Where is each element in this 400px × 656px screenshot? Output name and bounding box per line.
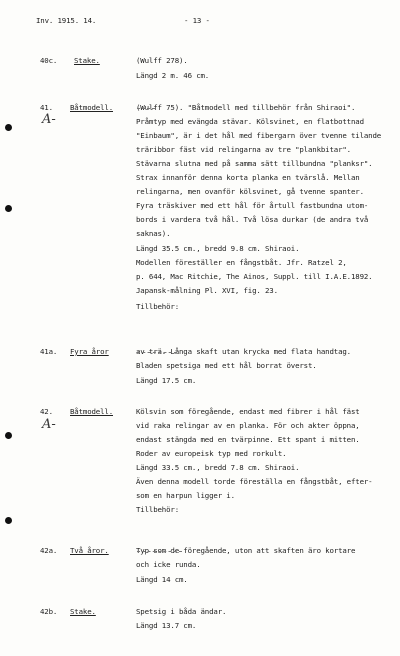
entry-line: Kölsvin som föregående, endast med fibrer i hål fäst: [136, 407, 360, 416]
entry-line: Längd 2 m. 46 cm.: [136, 71, 210, 80]
binder-hole-icon: [5, 517, 12, 524]
entry-line: saknas).: [136, 229, 171, 238]
binder-hole-icon: [5, 432, 12, 439]
entry-number: 42b.: [40, 607, 58, 616]
strike-mark: [137, 108, 155, 109]
entry-line: "Einbaum", är i det hål med fibergarn över tvenne tilande: [136, 131, 382, 140]
entry-line: Tillbehör:: [136, 302, 179, 311]
binder-hole-icon: [5, 124, 12, 131]
entry-line: av trä. Långa skaft utan krycka med flata handtag.: [136, 347, 351, 356]
handwritten-mark: A-: [42, 417, 56, 432]
entry-line: Längd 14 cm.: [136, 575, 188, 584]
entry-number: 41a.: [40, 347, 58, 356]
entry-number: 42.: [40, 407, 53, 416]
entry-line: som en harpun ligger i.: [136, 491, 235, 500]
entry-line: Japansk-målning Pl. XVI, fig. 23.: [136, 286, 278, 295]
entry-line: och icke runda.: [136, 560, 201, 569]
strike-mark: [137, 352, 177, 353]
strike-mark: [137, 551, 182, 552]
binder-hole-icon: [5, 205, 12, 212]
entry-line: träribbor fäst vid relingarna av tre "plankbitar".: [136, 145, 351, 154]
entry-line: Fyra träskiver med ett hål för årtull fastbundna utom-: [136, 201, 369, 210]
entry-line: relingarna, men ovanför kölsvinet, gå tvenne spanter.: [136, 187, 364, 196]
entry-number: 41.: [40, 103, 53, 112]
entry-line: Även denna modell torde föreställa en fångstbåt, efter-: [136, 477, 373, 486]
entry-name: Stake.: [74, 56, 100, 65]
entry-name: Fyra åror: [70, 347, 109, 356]
entry-line: (Wulff 75). "Båtmodell med tillbehör från Shiraoi".: [136, 103, 356, 112]
entry-line: bords i vardera två hål. Två lösa durkar (de andra två: [136, 215, 369, 224]
entry-line: Tillbehör:: [136, 505, 179, 514]
entry-line: Spetsig i båda ändar.: [136, 607, 227, 616]
entry-line: Längd 33.5 cm., bredd 7.8 cm. Shiraoi.: [136, 463, 300, 472]
entry-line: Modellen föreställer en fångstbåt. Jfr. Ratzel 2,: [136, 258, 347, 267]
entry-line: Stävarna slutna med på samma sätt tillbundna "planksr".: [136, 159, 373, 168]
entry-name: Båtmodell.: [70, 103, 113, 112]
page-number: - 13 -: [184, 16, 210, 25]
entry-line: Bladen spetsiga med ett hål borrat överst.: [136, 361, 317, 370]
entry-name: Stake.: [70, 607, 96, 616]
entry-line: Strax innanför denna korta planka en tvärslå. Mellan: [136, 173, 360, 182]
entry-line: vid raka relingar av en planka. För och akter öppna,: [136, 421, 360, 430]
entry-line: (Wulff 278).: [136, 56, 188, 65]
entry-line: Typ som de föregående, uton att skaften äro kortare: [136, 546, 356, 555]
entry-name: Båtmodell.: [70, 407, 113, 416]
entry-line: Längd 17.5 cm.: [136, 376, 197, 385]
entry-line: p. 644, Mac Ritchie, The Ainos, Suppl. till I.A.E.1892.: [136, 272, 373, 281]
entry-line: Roder av europeisk typ med rorkult.: [136, 449, 287, 458]
header-inventory: Inv. 1915. 14.: [36, 16, 97, 25]
entry-line: endast stängda med en tvärpinne. Ett spant i mitten.: [136, 435, 360, 444]
entry-name: Två åror.: [70, 546, 109, 555]
entry-line: Längd 35.5 cm., bredd 9.8 cm. Shiraoi.: [136, 244, 300, 253]
entry-line: Längd 13.7 cm.: [136, 621, 197, 630]
entry-number: 40c.: [40, 56, 58, 65]
entry-number: 42a.: [40, 546, 58, 555]
entry-line: Pråmtyp med evängda stävar. Kölsvinet, en flatbottnad: [136, 117, 364, 126]
handwritten-mark: A-: [42, 112, 56, 127]
